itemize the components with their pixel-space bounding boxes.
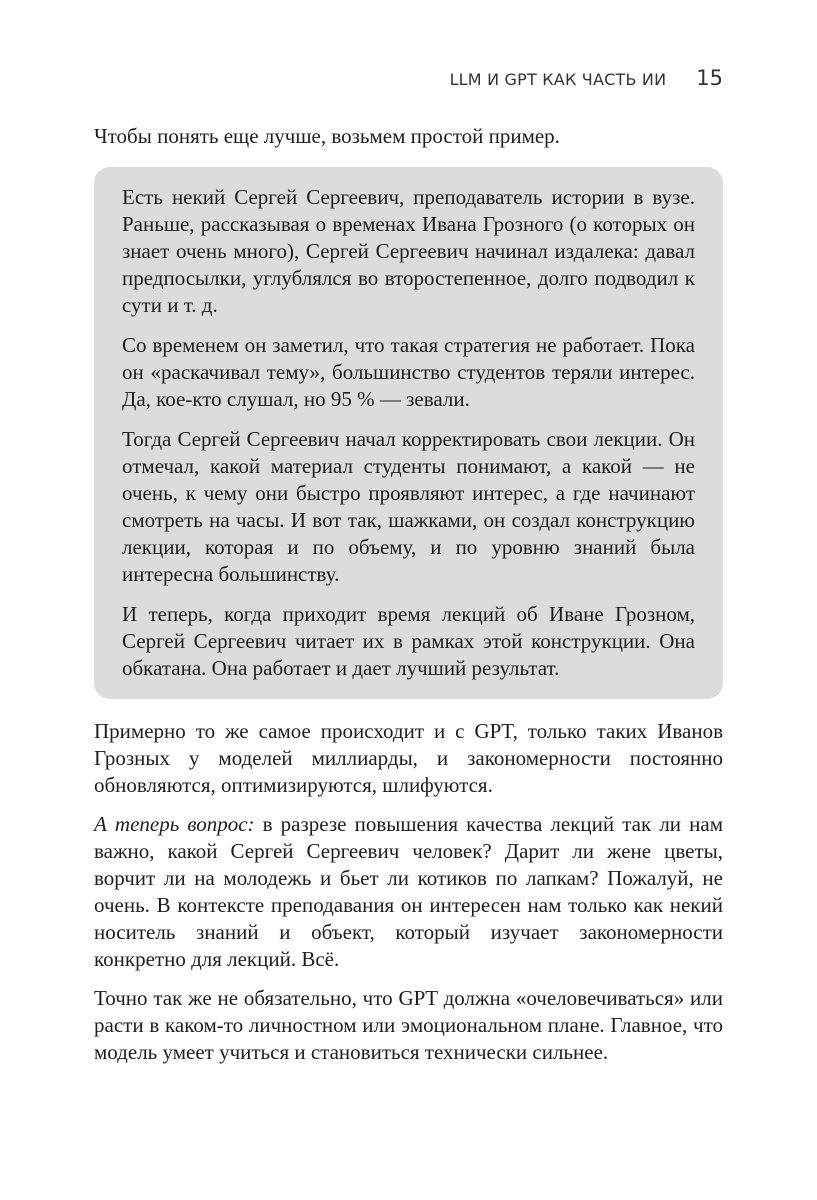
- callout-paragraph: Со временем он заметил, что такая стратегия не работает. Пока он «раскачивал тему», большинство студентов теряли интерес. Да, кое-кто слушал, но 95 % — зевали.: [122, 333, 695, 411]
- callout-paragraph: Есть некий Сергей Сергеевич, преподаватель истории в вузе. Раньше, рассказывая о временах Ивана Грозного (о которых он знает очень много), Сергей Сергеевич начинал издалека: давал предпосылки, углублялся во второстепенное, долго подводил к сути и т. д.: [122, 185, 695, 317]
- question-lead: А теперь вопрос:: [94, 812, 255, 836]
- chapter-title: LLM И GPT КАК ЧАСТЬ ИИ: [449, 70, 667, 89]
- page-number: 15: [696, 66, 723, 90]
- intro-paragraph: Чтобы понять еще лучше, возьмем простой пример.: [94, 124, 560, 148]
- running-header: [94, 66, 723, 90]
- body-paragraph-question: [94, 811, 723, 973]
- page-content: [94, 123, 723, 1078]
- example-callout-box: [94, 167, 723, 699]
- body-paragraph: Точно так же не обязательно, что GPT должна «очеловечиваться» или расти в каком-то личностном или эмоциональном плане. Главное, что модель умеет учиться и становиться технически сильнее.: [94, 986, 723, 1064]
- callout-paragraph: И теперь, когда приходит время лекций об Иване Грозном, Сергей Сергеевич читает их в рамках этой конструкции. Она обкатана. Она работает и дает лучший результат.: [122, 602, 695, 680]
- body-paragraph: Примерно то же самое происходит и с GPT, только таких Иванов Грозных у моделей миллиарды, и закономерности постоянно обновляются, оптимизируются, шлифуются.: [94, 719, 723, 797]
- callout-paragraph: Тогда Сергей Сергеевич начал корректировать свои лекции. Он отмечал, какой материал студенты понимают, а какой — не очень, к чему они быстро проявляют интерес, а где начинают смотреть на часы. И вот так, шажками, он создал конструкцию лекции, которая и по объему, и по уровню знаний была интересна большинству.: [122, 427, 695, 586]
- question-text: в разрезе повышения качества лекций так ли нам важно, какой Сергей Сергеевич человек? Дарит ли жене цветы, ворчит ли на молодежь и бьет ли котиков по лапкам? Пожалуй, не очень. В контексте преподавания он интересен нам только как некий носитель знаний и объект, который изучает закономерности конкретно для лекций. Всё.: [94, 812, 723, 971]
